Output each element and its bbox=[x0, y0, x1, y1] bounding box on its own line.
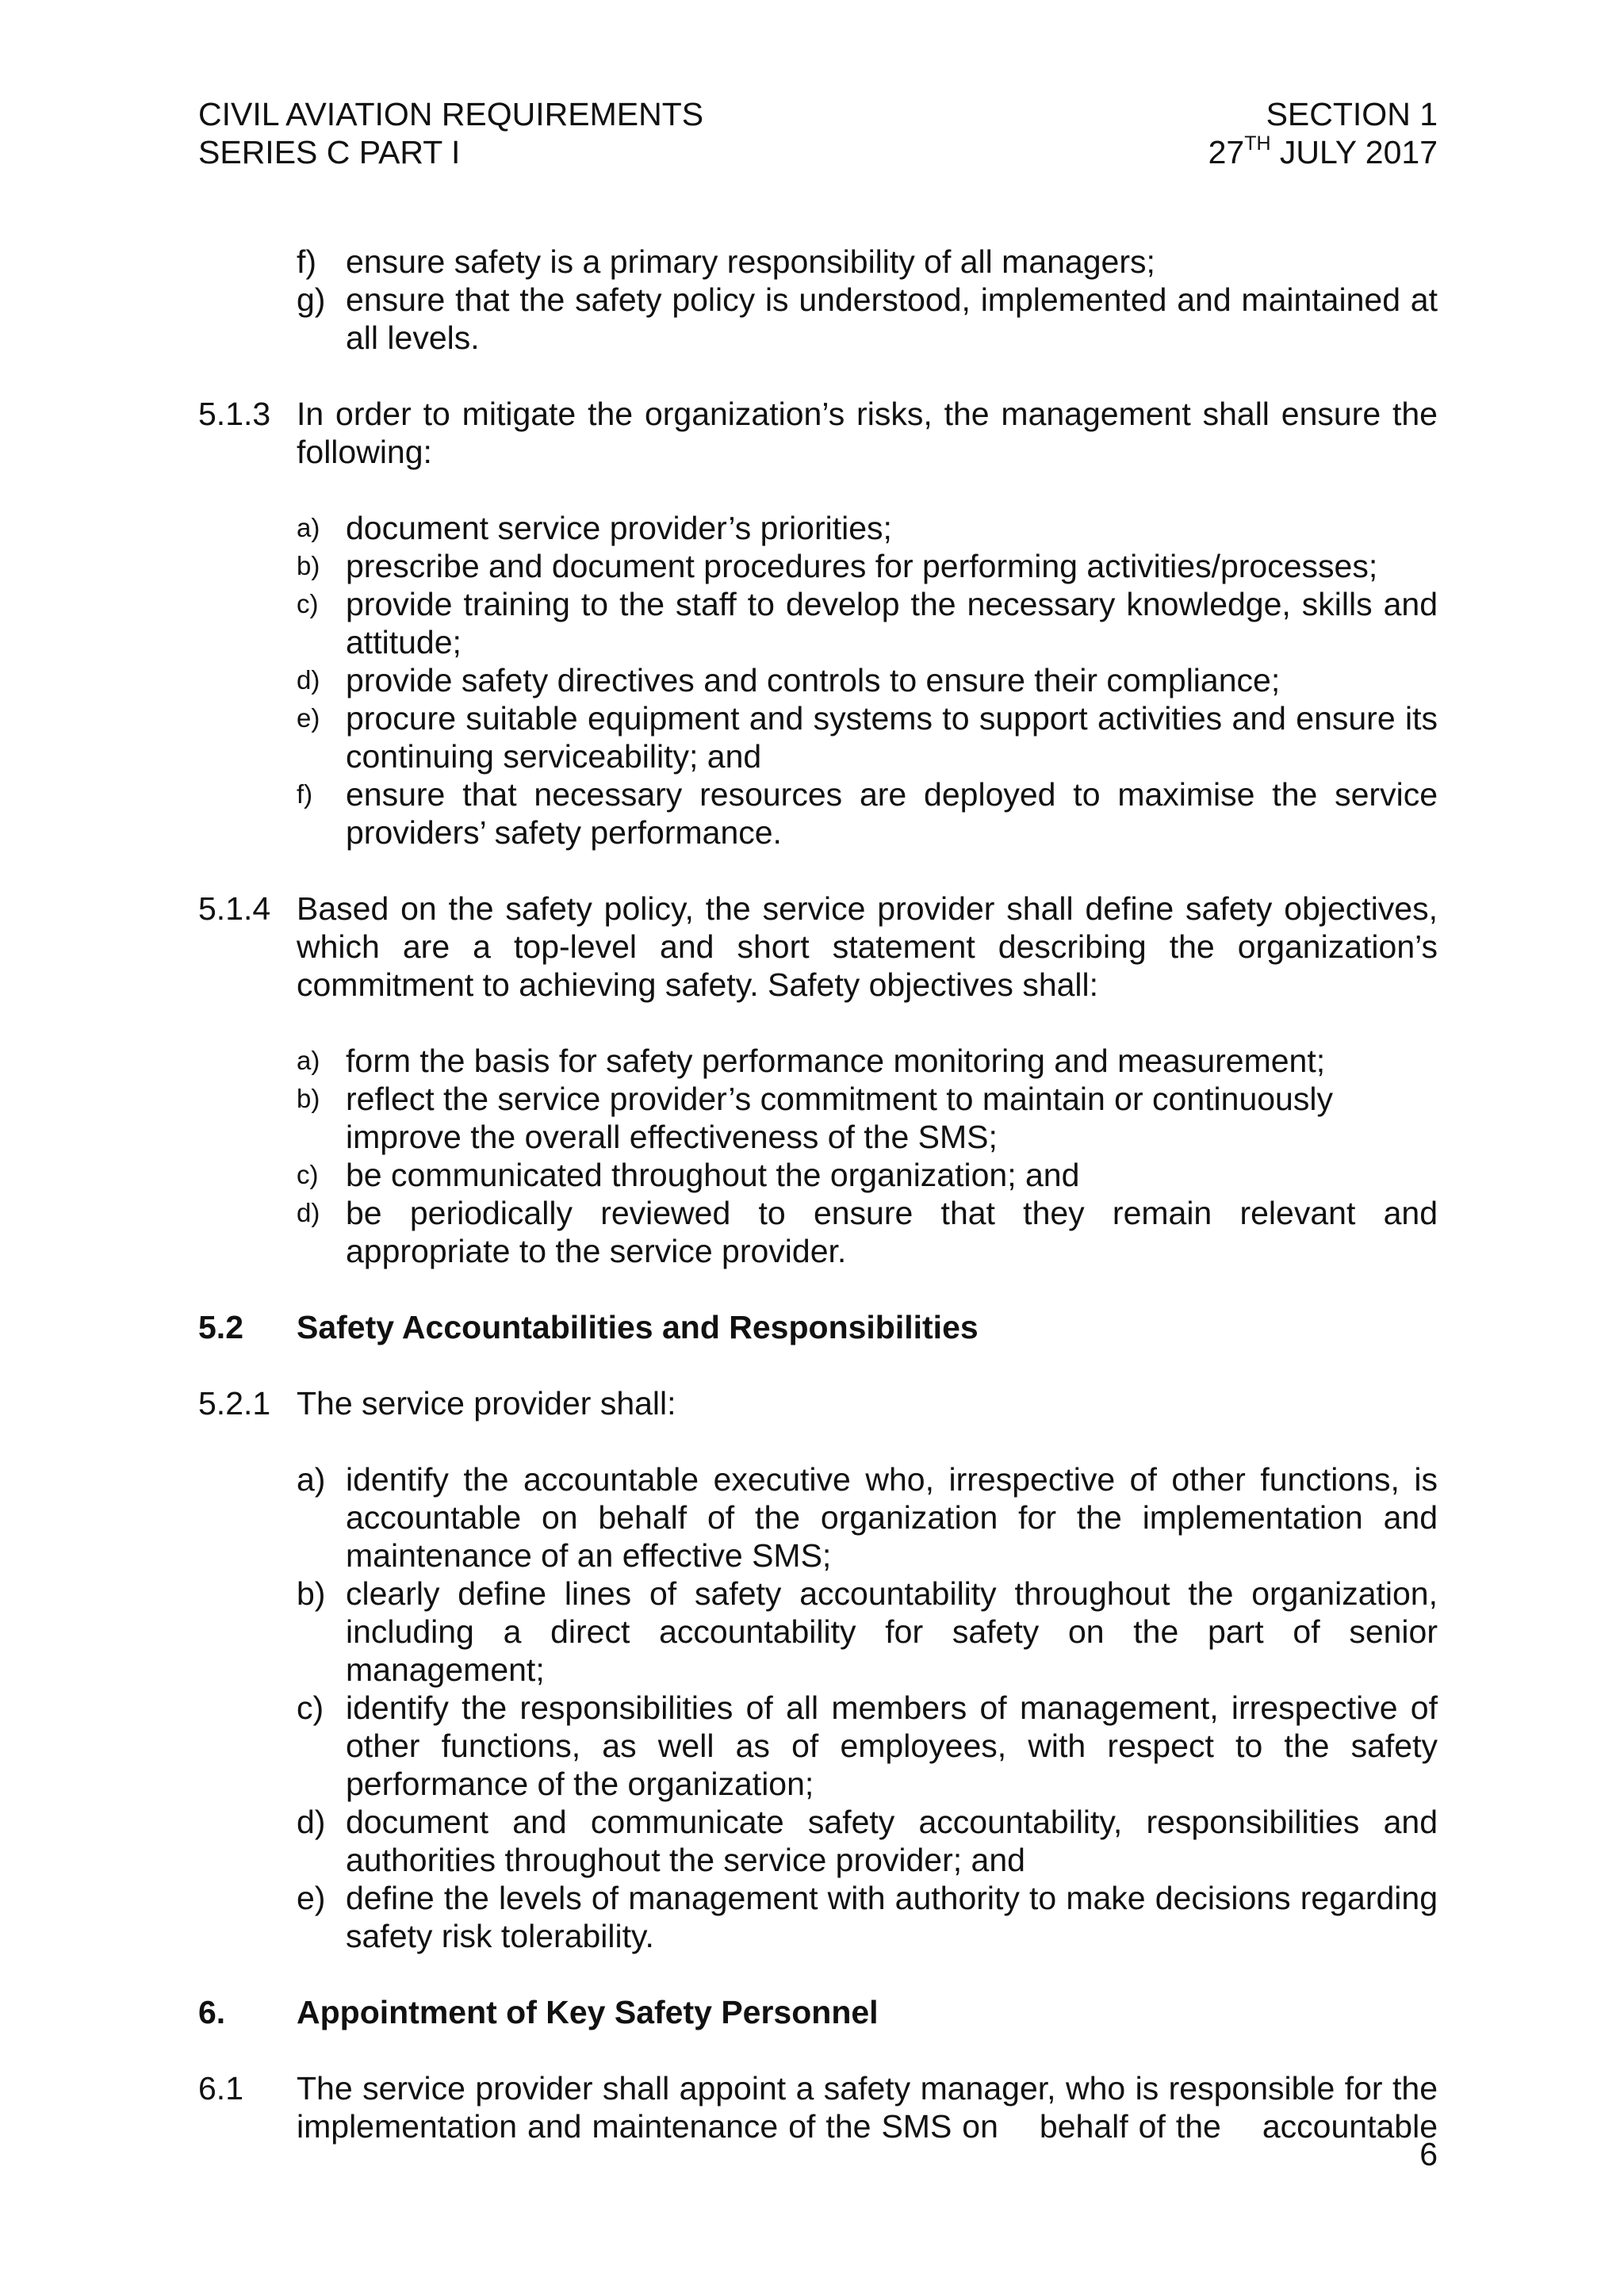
clause-5-1-4-list bbox=[198, 1042, 1438, 1270]
clause-5-1-4 bbox=[198, 890, 1438, 1004]
list-marker: c) bbox=[297, 1160, 319, 1189]
clause-5-2-1-list bbox=[198, 1460, 1438, 1955]
list-text: ensure safety is a primary responsibility of all managers; bbox=[346, 243, 1155, 280]
list-text: reflect the service provider’s commitment to maintain or continuously improve the overall effectiveness of the SMS; bbox=[346, 1081, 1333, 1155]
list-text: identify the responsibilities of all members of management, irrespective of other functions, as well as of employees, with respect to the safety performance of the organization; bbox=[346, 1689, 1438, 1802]
list-item bbox=[297, 509, 1438, 547]
list-text: define the levels of management with authority to make decisions regarding safety risk tolerability. bbox=[346, 1880, 1438, 1954]
list-item bbox=[297, 1080, 1438, 1156]
list-marker: c) bbox=[297, 1689, 324, 1726]
list-marker: f) bbox=[297, 779, 313, 809]
date-rest: JULY 2017 bbox=[1270, 134, 1438, 170]
list-marker: d) bbox=[297, 665, 320, 695]
clause-text: In order to mitigate the organization’s risks, the management shall ensure the following: bbox=[297, 396, 1438, 470]
list-item bbox=[297, 1689, 1438, 1803]
list-item bbox=[297, 661, 1438, 699]
list-marker: e) bbox=[297, 703, 320, 733]
section-6-heading bbox=[198, 1993, 1438, 2031]
clause-6-1 bbox=[198, 2069, 1447, 2145]
list-item bbox=[297, 1879, 1438, 1955]
list-marker: g) bbox=[297, 281, 326, 318]
list-marker: a) bbox=[297, 513, 320, 542]
date-day: 27 bbox=[1208, 134, 1245, 170]
clause-5-1-3 bbox=[198, 395, 1438, 471]
page-number: 6 bbox=[1419, 2136, 1438, 2172]
list-text: identify the accountable executive who, irrespective of other functions, is accountable on behalf of the organization for the implementation and maintenance of an effective SMS; bbox=[346, 1461, 1438, 1574]
clause-number: 5.1.3 bbox=[198, 396, 271, 432]
list-item bbox=[297, 585, 1438, 661]
clause-5-2-1 bbox=[198, 1384, 1438, 1422]
list-item bbox=[297, 775, 1438, 851]
list-item bbox=[297, 1575, 1438, 1689]
list-text: prescribe and document procedures for performing activities/processes; bbox=[346, 548, 1378, 584]
clause-text: The service provider shall appoint a safety manager, who is responsible for the implementation and maintenance of the SMS on behalf of the accountable bbox=[297, 2070, 1447, 2145]
clause-number: 5.2.1 bbox=[198, 1385, 271, 1422]
list-text: be periodically reviewed to ensure that they remain relevant and appropriate to the service provider. bbox=[346, 1195, 1438, 1269]
list-marker: b) bbox=[297, 1575, 326, 1612]
clause-5-1-3-list bbox=[198, 509, 1438, 851]
list-marker: d) bbox=[297, 1198, 320, 1227]
page-content bbox=[198, 243, 1447, 2145]
header-title: CIVIL AVIATION REQUIREMENTS bbox=[198, 96, 704, 132]
section-number: 5.2 bbox=[198, 1309, 243, 1345]
list-marker: c) bbox=[297, 589, 319, 618]
list-item bbox=[297, 1042, 1438, 1080]
clause-text: The service provider shall: bbox=[297, 1385, 676, 1422]
list-marker: a) bbox=[297, 1046, 320, 1075]
clause-text: Based on the safety policy, the service provider shall define safety objectives, which are a top-level and short statement describing the organization’s commitment to achieving safety. Safety objectives shall: bbox=[297, 890, 1438, 1003]
list-text: form the basis for safety performance monitoring and measurement; bbox=[346, 1043, 1326, 1079]
list-text: provide safety directives and controls to ensure their compliance; bbox=[346, 662, 1281, 698]
list-item bbox=[297, 699, 1438, 775]
list-item bbox=[297, 281, 1438, 357]
clause-number: 6.1 bbox=[198, 2070, 243, 2107]
list-text: clearly define lines of safety accountability throughout the organization, including a direct accountability for safety on the part of senior management; bbox=[346, 1575, 1438, 1688]
header-section: SECTION 1 bbox=[1266, 96, 1438, 132]
header-date bbox=[1208, 133, 1438, 171]
continued-list bbox=[198, 243, 1438, 357]
list-item bbox=[297, 1803, 1438, 1879]
list-marker: b) bbox=[297, 1084, 320, 1113]
list-item bbox=[297, 1194, 1438, 1270]
list-text: document service provider’s priorities; bbox=[346, 510, 892, 546]
date-suffix: TH bbox=[1244, 132, 1271, 155]
list-marker: a) bbox=[297, 1461, 326, 1498]
list-item bbox=[297, 547, 1438, 585]
list-marker: f) bbox=[297, 243, 317, 280]
list-text: procure suitable equipment and systems to support activities and ensure its continuing serviceability; and bbox=[346, 700, 1438, 775]
section-number: 6. bbox=[198, 1994, 226, 2030]
section-title: Safety Accountabilities and Responsibilities bbox=[297, 1309, 979, 1345]
section-title: Appointment of Key Safety Personnel bbox=[297, 1994, 879, 2030]
header-right bbox=[1208, 95, 1438, 171]
list-text: document and communicate safety accountability, responsibilities and authorities throughout the service provider; and bbox=[346, 1804, 1438, 1878]
list-text: be communicated throughout the organization; and bbox=[346, 1157, 1080, 1193]
list-text: ensure that necessary resources are deployed to maximise the service providers’ safety performance. bbox=[346, 776, 1438, 851]
header-left bbox=[198, 95, 703, 171]
list-marker: e) bbox=[297, 1880, 326, 1916]
section-5-2-heading bbox=[198, 1308, 1438, 1346]
list-marker: d) bbox=[297, 1804, 326, 1840]
list-marker: b) bbox=[297, 551, 320, 580]
list-item bbox=[297, 243, 1438, 281]
clause-number: 5.1.4 bbox=[198, 890, 271, 927]
list-item bbox=[297, 1460, 1438, 1575]
list-text: provide training to the staff to develop the necessary knowledge, skills and attitude; bbox=[346, 586, 1438, 660]
header-series: SERIES C PART I bbox=[198, 134, 461, 170]
list-item bbox=[297, 1156, 1438, 1194]
list-text: ensure that the safety policy is understood, implemented and maintained at all levels. bbox=[346, 281, 1438, 356]
